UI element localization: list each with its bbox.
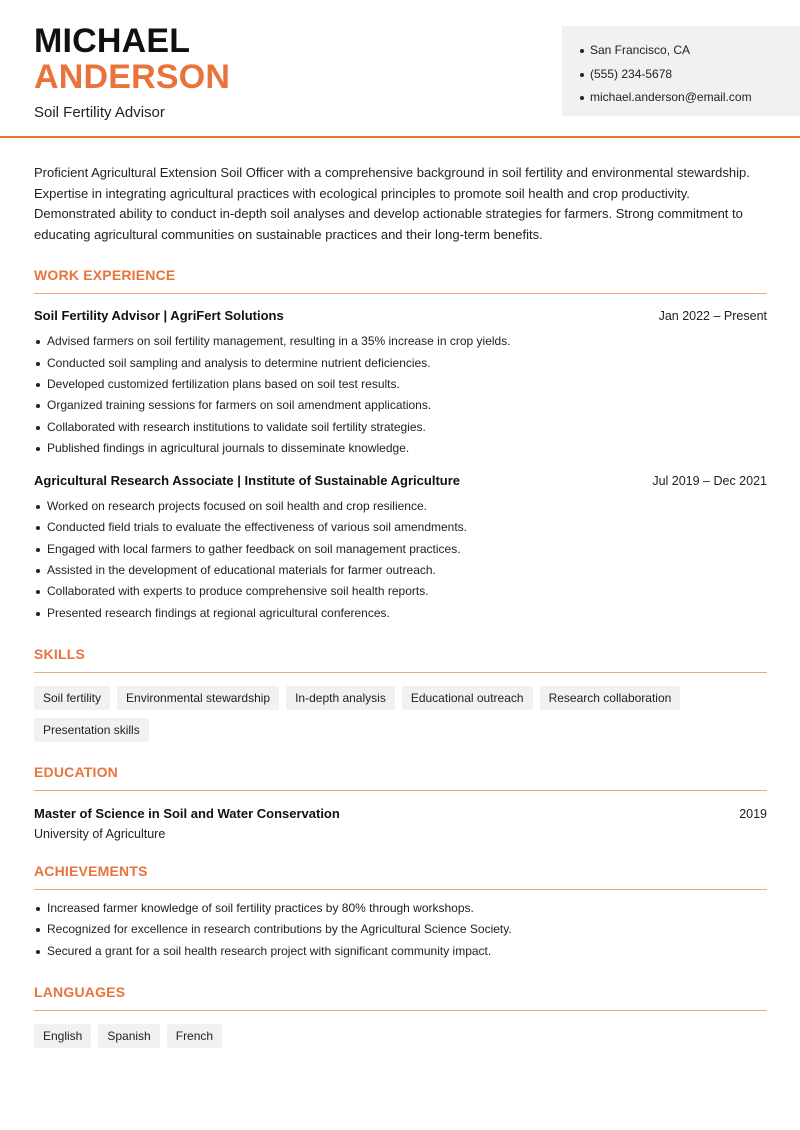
list-item: Recognized for excellence in research contributions by the Agricultural Science Society. bbox=[34, 919, 767, 940]
first-name: MICHAEL bbox=[34, 22, 191, 60]
skill-chip: Educational outreach bbox=[402, 686, 533, 710]
list-item: Engaged with local farmers to gather feedback on soil management practices. bbox=[34, 539, 767, 560]
job-title: Soil Fertility Advisor bbox=[34, 104, 165, 121]
contact-phone: (555) 234-5678 bbox=[580, 63, 800, 87]
achievements-list bbox=[34, 898, 767, 962]
skill-chip: Environmental stewardship bbox=[117, 686, 279, 710]
contact-location: San Francisco, CA bbox=[580, 39, 800, 63]
section-title-languages: LANGUAGES bbox=[34, 984, 767, 1011]
resume-header bbox=[0, 0, 800, 138]
list-item: Advised farmers on soil fertility management, resulting in a 35% increase in crop yields. bbox=[34, 331, 767, 352]
section-title-skills: SKILLS bbox=[34, 646, 767, 673]
summary: Proficient Agricultural Extension Soil Officer with a comprehensive background in soil fertility and environmental stewardship. Expertise in integrating agricultural practices with ecological principles to promote soil health and crop productivity. Demonstrated ability to conduct in-depth soil analyses and develop actionable strategies for farmers. Strong commitment to educating agricultural communities on sustainable practices and their long-term benefits. bbox=[34, 165, 750, 242]
last-name: ANDERSON bbox=[34, 58, 231, 96]
skill-chip: In-depth analysis bbox=[286, 686, 395, 710]
degree: Master of Science in Soil and Water Conservation bbox=[34, 805, 340, 821]
job-bullets bbox=[34, 331, 767, 459]
list-item: Conducted soil sampling and analysis to determine nutrient deficiencies. bbox=[34, 353, 767, 374]
section-title-work: WORK EXPERIENCE bbox=[34, 267, 767, 294]
language-chip: French bbox=[167, 1024, 222, 1048]
list-item: Collaborated with experts to produce comprehensive soil health reports. bbox=[34, 581, 767, 602]
job-entry bbox=[34, 473, 767, 624]
education-year: 2019 bbox=[739, 806, 767, 821]
list-item: Developed customized fertilization plans based on soil test results. bbox=[34, 374, 767, 395]
list-item: Presented research findings at regional agricultural conferences. bbox=[34, 603, 767, 624]
job-role: Soil Fertility Advisor | AgriFert Solutions bbox=[34, 308, 284, 324]
job-date: Jul 2019 – Dec 2021 bbox=[652, 474, 767, 489]
skill-chip: Research collaboration bbox=[540, 686, 681, 710]
languages-list bbox=[34, 1024, 767, 1048]
skill-chip: Presentation skills bbox=[34, 718, 149, 742]
job-bullets bbox=[34, 496, 767, 624]
language-chip: English bbox=[34, 1024, 91, 1048]
list-item: Organized training sessions for farmers on soil amendment applications. bbox=[34, 395, 767, 416]
contact-email[interactable]: michael.anderson@email.com bbox=[580, 86, 800, 110]
education-head bbox=[34, 806, 767, 821]
school: University of Agriculture bbox=[34, 826, 166, 841]
section-title-education: EDUCATION bbox=[34, 764, 767, 791]
list-item: Increased farmer knowledge of soil fertility practices by 80% through workshops. bbox=[34, 898, 767, 919]
skill-chip: Soil fertility bbox=[34, 686, 110, 710]
name-block bbox=[34, 24, 230, 121]
section-title-achievements: ACHIEVEMENTS bbox=[34, 863, 767, 890]
job-entry bbox=[34, 308, 767, 459]
list-item: Collaborated with research institutions to validate soil fertility strategies. bbox=[34, 417, 767, 438]
resume-content bbox=[34, 163, 767, 1048]
language-chip: Spanish bbox=[98, 1024, 159, 1048]
list-item: Assisted in the development of educational materials for farmer outreach. bbox=[34, 560, 767, 581]
job-date: Jan 2022 – Present bbox=[658, 309, 767, 324]
job-head bbox=[34, 308, 767, 323]
list-item: Worked on research projects focused on soil health and crop resilience. bbox=[34, 496, 767, 517]
job-head bbox=[34, 473, 767, 488]
skills-list bbox=[34, 686, 767, 742]
job-role: Agricultural Research Associate | Institute of Sustainable Agriculture bbox=[34, 473, 460, 489]
education-entry bbox=[34, 806, 767, 841]
list-item: Secured a grant for a soil health research project with significant community impact. bbox=[34, 941, 767, 962]
contact-box bbox=[562, 26, 800, 116]
list-item: Conducted field trials to evaluate the effectiveness of various soil amendments. bbox=[34, 517, 767, 538]
list-item: Published findings in agricultural journals to disseminate knowledge. bbox=[34, 438, 767, 459]
